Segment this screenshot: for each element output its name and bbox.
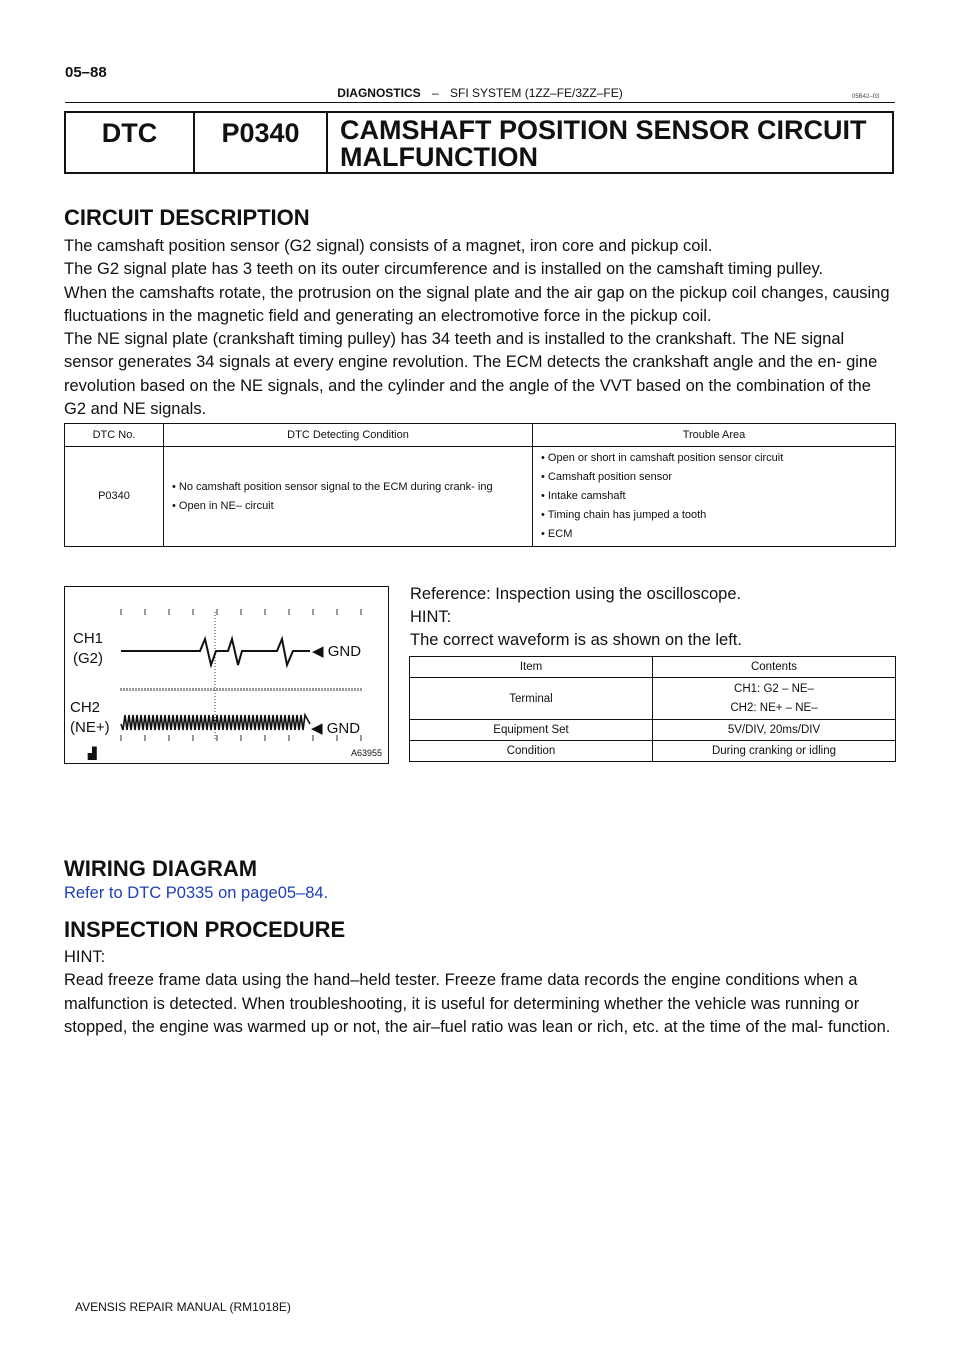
running-header: [0, 86, 960, 100]
dtc-title-line2: MALFUNCTION: [340, 142, 538, 172]
figure-id: A63955: [351, 748, 383, 758]
dtc-code: P0340: [195, 113, 328, 174]
ch2-label: CH2: [70, 699, 101, 716]
circuit-description-heading: CIRCUIT DESCRIPTION: [64, 205, 310, 230]
dtc-label: DTC: [66, 113, 195, 174]
ch1-sub-label: (G2): [73, 650, 103, 667]
list-item: • Open in NE– circuit: [172, 497, 524, 516]
table-cell: [653, 678, 896, 720]
dtc-banner: [64, 111, 894, 174]
table-cell: During cranking or idling: [653, 741, 896, 762]
cell-line: CH2: NE+ – NE–: [730, 701, 818, 714]
list-item: • No camshaft position sensor signal to the ECM during crank- ing: [172, 478, 524, 497]
table-cell: Condition: [410, 741, 653, 762]
table-cell: Terminal: [410, 678, 653, 720]
circuit-description-body: [64, 235, 896, 421]
header-subsection: SFI SYSTEM (1ZZ–FE/3ZZ–FE): [450, 86, 623, 100]
gnd1-label: GND: [327, 643, 362, 660]
table-row: [410, 741, 896, 762]
ch2-label-group: [70, 698, 110, 738]
ch2-sub-label: (NE+): [70, 719, 110, 736]
table-header: DTC Detecting Condition: [164, 424, 533, 447]
reference-line: The correct waveform is as shown on the left.: [410, 631, 742, 649]
trouble-area-cell: [533, 447, 896, 547]
doc-code: 05B42–03: [852, 94, 880, 100]
dtc-table: [64, 423, 896, 547]
table-header: DTC No.: [65, 424, 164, 447]
reference-line: Reference: Inspection using the oscilloscope.: [410, 585, 742, 603]
ch1-label: CH1: [73, 630, 104, 647]
oscilloscope-figure: [64, 586, 389, 764]
paragraph: The G2 signal plate has 3 teeth on its outer circumference and is installed on the camshaft timing pulley.: [64, 260, 824, 279]
paragraph: When the camshafts rotate, the protrusion on the signal plate and the air gap on the pickup coil changes, causing fluctuations in the magnetic field and generating an electromotive force in the pickup coil.: [64, 283, 890, 325]
list-item: • Camshaft position sensor: [541, 468, 887, 487]
table-cell: Equipment Set: [410, 720, 653, 741]
table-header: Trouble Area: [533, 424, 896, 447]
header-section: DIAGNOSTICS: [337, 86, 421, 100]
list-item: • Timing chain has jumped a tooth: [541, 506, 887, 525]
list-item: • ECM: [541, 525, 887, 544]
list-item: • Open or short in camshaft position sensor circuit: [541, 449, 887, 468]
paragraph: The camshaft position sensor (G2 signal) consists of a magnet, iron core and pickup coil.: [64, 237, 713, 255]
detecting-condition-cell: [164, 447, 533, 547]
dtc-title: [340, 113, 880, 176]
header-rule: [65, 102, 895, 103]
table-cell: 5V/DIV, 20ms/DIV: [653, 720, 896, 741]
oscilloscope-settings-table: [409, 656, 896, 762]
table-header: Contents: [653, 657, 896, 678]
hint-label: HINT:: [410, 608, 452, 626]
footer-manual-title: AVENSIS REPAIR MANUAL (RM1018E): [75, 1300, 291, 1314]
camera-icon: ▟: [88, 748, 97, 760]
gnd2-label: GND: [326, 720, 361, 737]
header-separator: –: [431, 86, 439, 100]
wiring-diagram-link[interactable]: Refer to DTC P0335 on page05–84.: [64, 884, 329, 902]
paragraph: The NE signal plate (crankshaft timing pulley) has 34 teeth and is installed to the crankshaft. The NE signal sensor generates 34 signals at every engine revolution. The ECM detects the crankshaft angle and the en- gine revolution based on the NE signals, and the cylinder and the angle of the VVT based on the combination of the G2 and NE signals.: [64, 330, 878, 419]
table-header: Item: [410, 657, 653, 678]
dtc-number-cell: P0340: [65, 447, 164, 547]
table-row: [410, 678, 896, 720]
gnd2-marker: [311, 719, 360, 737]
arrow-left-icon: ◀: [311, 720, 323, 737]
reference-text: [410, 583, 900, 652]
hint-label: HINT:: [64, 948, 106, 966]
page-number: 05–88: [65, 64, 107, 81]
ch1-label-group: [73, 629, 103, 669]
inspection-procedure-heading: INSPECTION PROCEDURE: [64, 917, 346, 942]
paragraph: Read freeze frame data using the hand–held tester. Freeze frame data records the engine conditions when a malfunction is detected. When troubleshooting, it is useful for determining whether the vehicle was running or stopped, the engine was warmed up or not, the air–fuel ratio was lean or rich, etc. at the time of the mal- function.: [64, 971, 891, 1036]
dtc-title-line1: CAMSHAFT POSITION SENSOR CIRCUIT: [340, 115, 867, 145]
inspection-body: [64, 946, 896, 1039]
table-row: [410, 720, 896, 741]
gnd1-marker: [312, 642, 361, 660]
wiring-diagram-heading: WIRING DIAGRAM: [64, 856, 258, 881]
cell-line: CH1: G2 – NE–: [734, 682, 814, 695]
arrow-left-icon: ◀: [312, 643, 324, 660]
list-item: • Intake camshaft: [541, 487, 887, 506]
table-row: [65, 447, 896, 547]
